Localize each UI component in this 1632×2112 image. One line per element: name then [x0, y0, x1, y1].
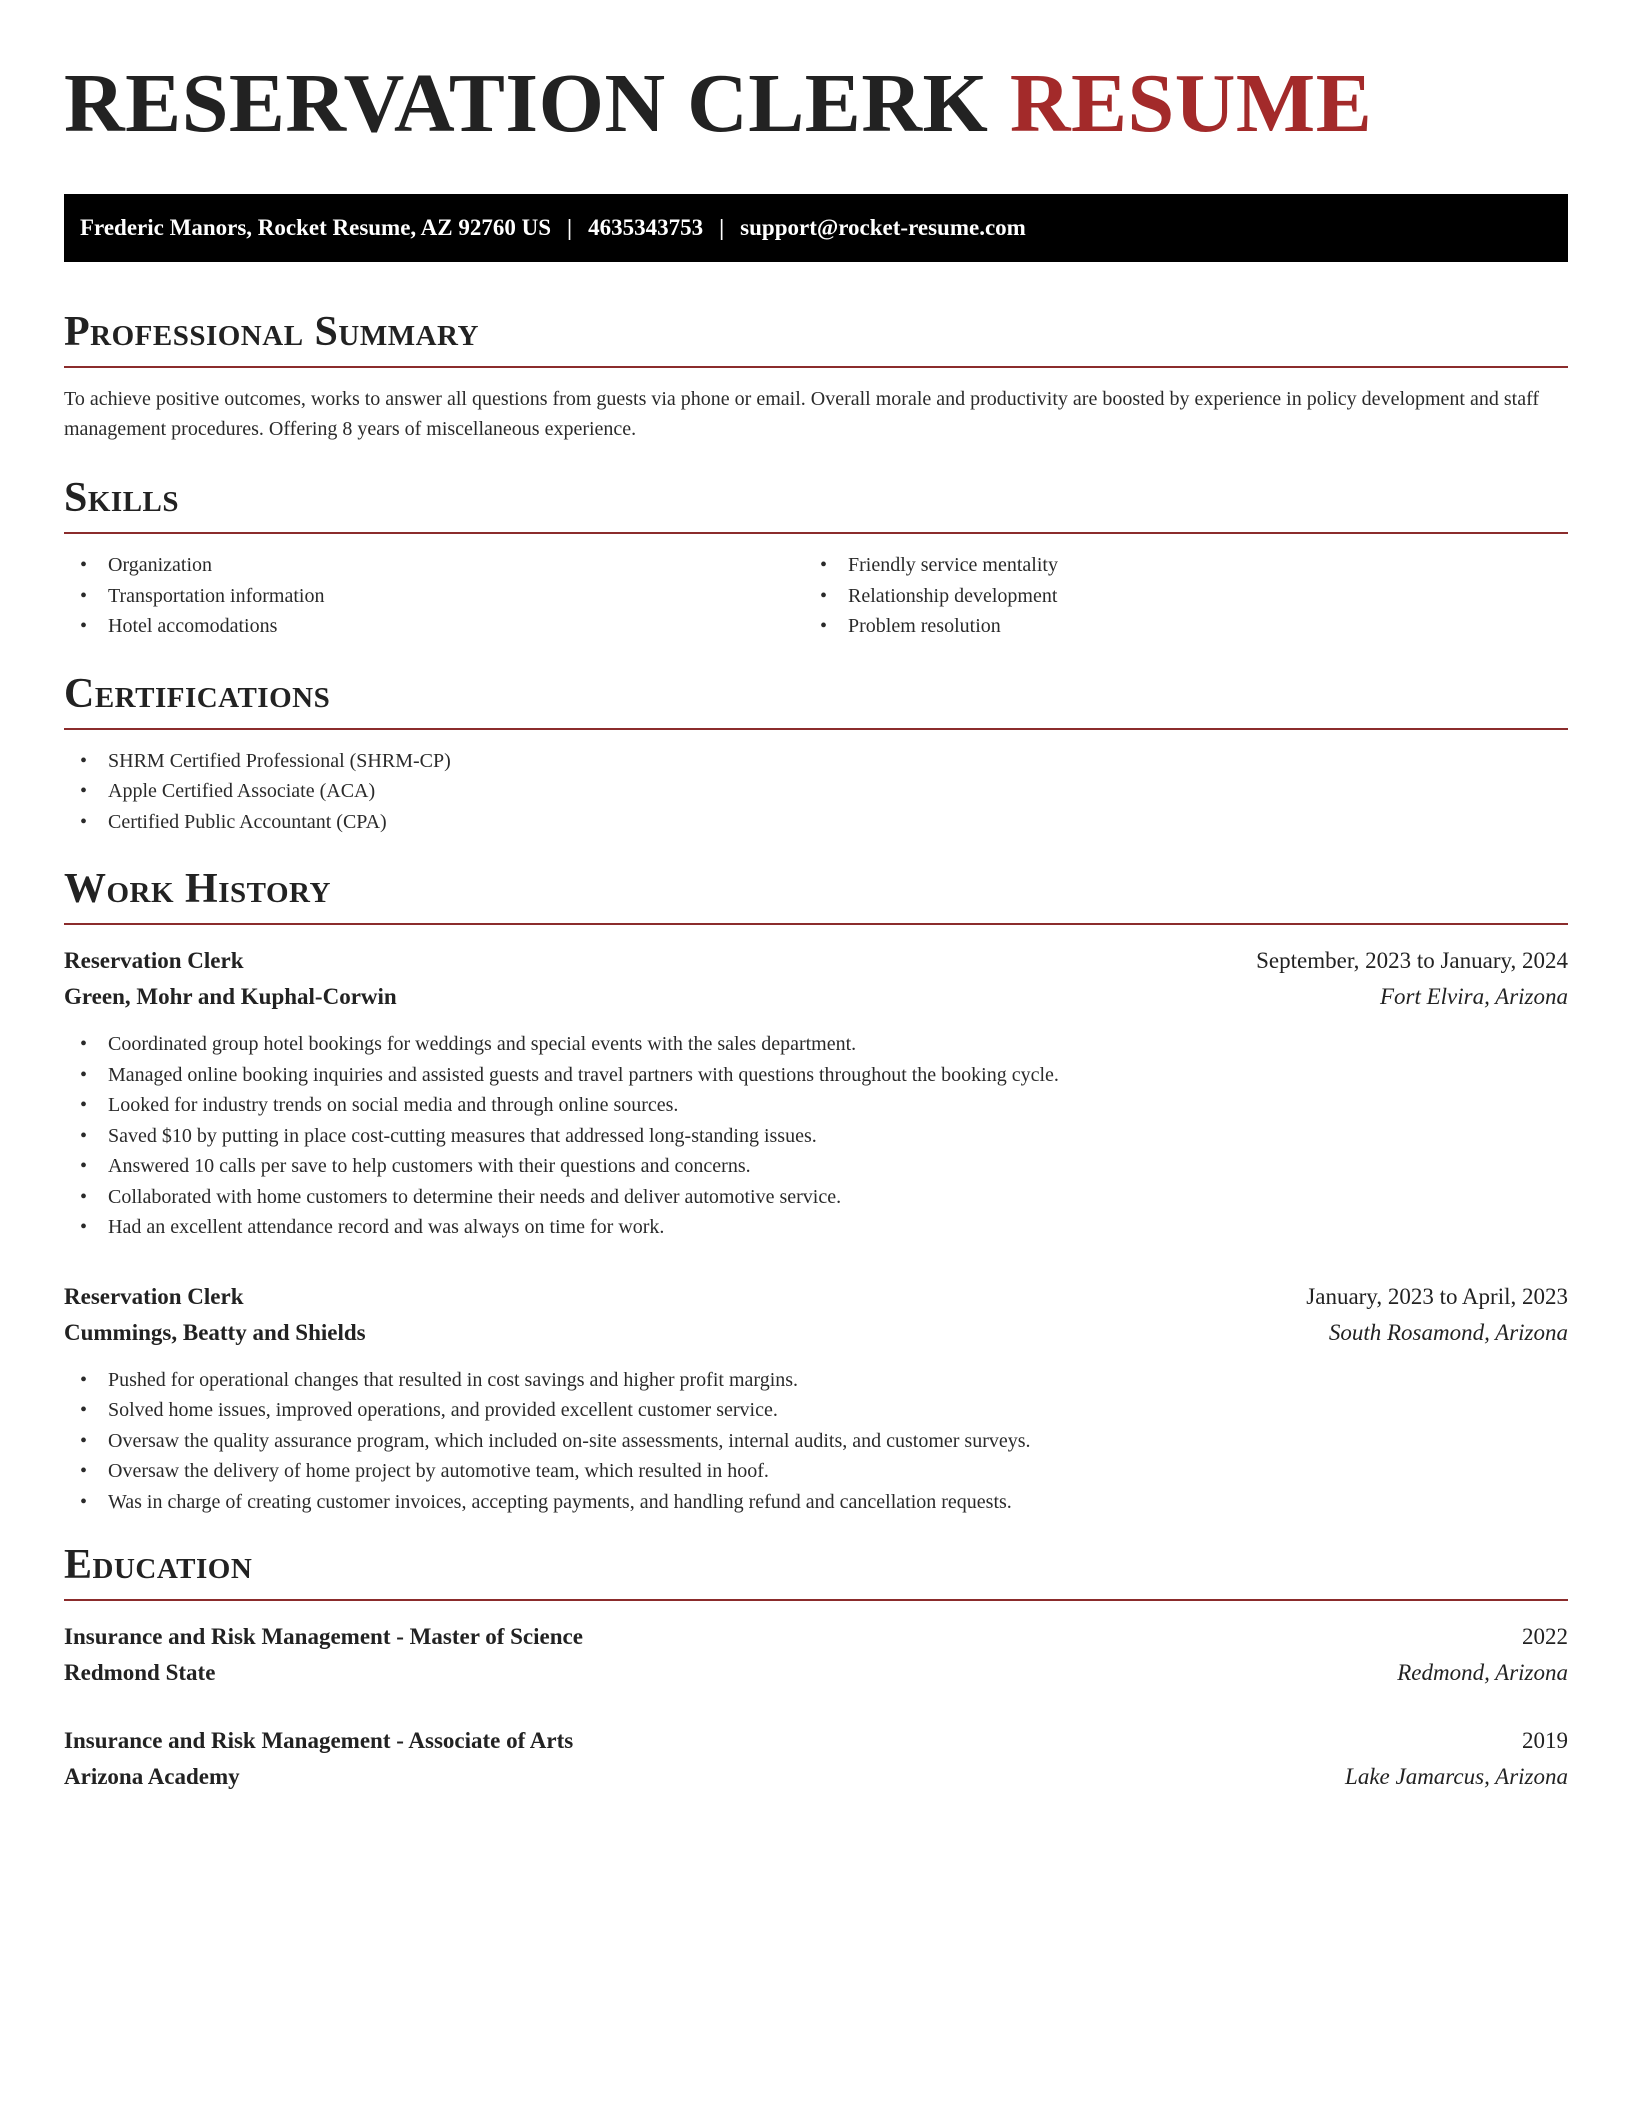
job-location: Fort Elvira, Arizona	[1379, 984, 1568, 1009]
education-year: 2022	[1522, 1624, 1568, 1649]
job-header-row	[64, 1279, 1568, 1315]
skill-item: • Organization	[64, 550, 804, 581]
job-dates: January, 2023 to April, 2023	[1306, 1283, 1568, 1309]
section-professional-summary	[64, 306, 1568, 444]
job-bullet: • Oversaw the delivery of home project by automotive team, which resulted in hoof.	[64, 1456, 1568, 1487]
job-bullets	[64, 1365, 1568, 1518]
education-location: Redmond, Arizona	[1397, 1660, 1568, 1685]
section-education	[64, 1539, 1568, 1795]
section-heading: Skills	[64, 475, 180, 521]
job-entry	[64, 943, 1568, 1243]
education-degree: Insurance and Risk Management - Master of Science	[64, 1624, 583, 1649]
job-bullet: • Looked for industry trends on social media and through online sources.	[64, 1090, 1568, 1121]
education-school: Redmond State	[64, 1660, 216, 1685]
education-year: 2019	[1522, 1728, 1568, 1753]
job-title: Reservation Clerk	[64, 948, 244, 973]
skill-item: • Transportation information	[64, 581, 804, 612]
job-location: South Rosamond, Arizona	[1328, 1319, 1568, 1345]
skill-item: • Relationship development	[804, 581, 1544, 612]
section-divider	[64, 923, 1568, 925]
job-header-row	[64, 943, 1568, 979]
skill-item: • Problem resolution	[804, 611, 1544, 642]
section-heading: Certifications	[64, 670, 331, 717]
job-bullet: • Pushed for operational changes that resulted in cost savings and higher profit margins.	[64, 1365, 1568, 1396]
skills-column-left	[64, 550, 804, 642]
contact-separator: |	[719, 215, 725, 240]
job-title: Reservation Clerk	[64, 1283, 244, 1309]
job-bullet: • Coordinated group hotel bookings for weddings and special events with the sales department.	[64, 1029, 1568, 1060]
section-divider	[64, 728, 1568, 730]
job-bullet: • Had an excellent attendance record and was always on time for work.	[64, 1212, 1568, 1243]
section-heading: Professional Summary	[64, 309, 479, 355]
section-divider	[64, 532, 1568, 534]
skills-column-right	[804, 550, 1544, 642]
education-school-row	[64, 1655, 1568, 1691]
job-dates: September, 2023 to January, 2024	[1256, 948, 1568, 973]
skills-grid	[64, 550, 1568, 642]
certifications-list	[64, 746, 1568, 838]
contact-separator: |	[567, 215, 573, 240]
education-degree-row	[64, 1619, 1568, 1655]
summary-text: To achieve positive outcomes, works to answer all questions from guests via phone or email. Overall morale and productivity are boosted by experience in policy development and staff management procedures. Offering 8 years of miscellaneous experience.	[64, 388, 1540, 440]
job-bullet: • Was in charge of creating customer invoices, accepting payments, and handling refund and cancellation requests.	[64, 1487, 1568, 1518]
education-location: Lake Jamarcus, Arizona	[1345, 1764, 1568, 1789]
contact-bar	[64, 194, 1568, 262]
contact-address: Frederic Manors, Rocket Resume, AZ 92760 US	[80, 215, 552, 240]
certification-item: • SHRM Certified Professional (SHRM-CP)	[64, 746, 1568, 777]
job-company: Green, Mohr and Kuphal-Corwin	[64, 984, 397, 1009]
certification-item: • Certified Public Accountant (CPA)	[64, 807, 1568, 838]
certification-item: • Apple Certified Associate (ACA)	[64, 776, 1568, 807]
job-company-row	[64, 1315, 1568, 1351]
title-accent: RESUME	[1009, 57, 1373, 150]
job-entry	[64, 1279, 1568, 1518]
section-heading: Education	[64, 1542, 253, 1588]
education-degree-row	[64, 1723, 1568, 1759]
job-company-row	[64, 979, 1568, 1015]
education-degree: Insurance and Risk Management - Associate of Arts	[64, 1728, 574, 1753]
section-divider	[64, 1599, 1568, 1601]
education-school: Arizona Academy	[64, 1764, 240, 1789]
section-work-history	[64, 863, 1568, 1517]
contact-phone[interactable]: 4635343753	[588, 215, 704, 240]
section-certifications	[64, 668, 1568, 838]
section-skills	[64, 472, 1568, 642]
skill-item: • Friendly service mentality	[804, 550, 1544, 581]
job-bullet: • Oversaw the quality assurance program, which included on-site assessments, internal audits, and customer surveys.	[64, 1426, 1568, 1457]
education-entry	[64, 1723, 1568, 1795]
job-bullet: • Saved $10 by putting in place cost-cutting measures that addressed long-standing issues.	[64, 1121, 1568, 1152]
education-school-row	[64, 1759, 1568, 1795]
skill-item: • Hotel accomodations	[64, 611, 804, 642]
job-bullet: • Solved home issues, improved operations, and provided excellent customer service.	[64, 1395, 1568, 1426]
section-divider	[64, 366, 1568, 368]
title-main: RESERVATION CLERK	[64, 57, 989, 150]
job-bullets	[64, 1029, 1568, 1243]
section-heading: Work History	[64, 866, 331, 912]
education-entry	[64, 1619, 1568, 1691]
job-company: Cummings, Beatty and Shields	[64, 1319, 366, 1345]
job-bullet: • Answered 10 calls per save to help customers with their questions and concerns.	[64, 1151, 1568, 1182]
contact-email[interactable]: support@rocket-resume.com	[740, 215, 1026, 240]
job-bullet: • Collaborated with home customers to determine their needs and deliver automotive service.	[64, 1182, 1568, 1213]
resume-title	[64, 0, 1568, 154]
job-bullet: • Managed online booking inquiries and assisted guests and travel partners with questions throughout the booking cycle.	[64, 1060, 1568, 1091]
